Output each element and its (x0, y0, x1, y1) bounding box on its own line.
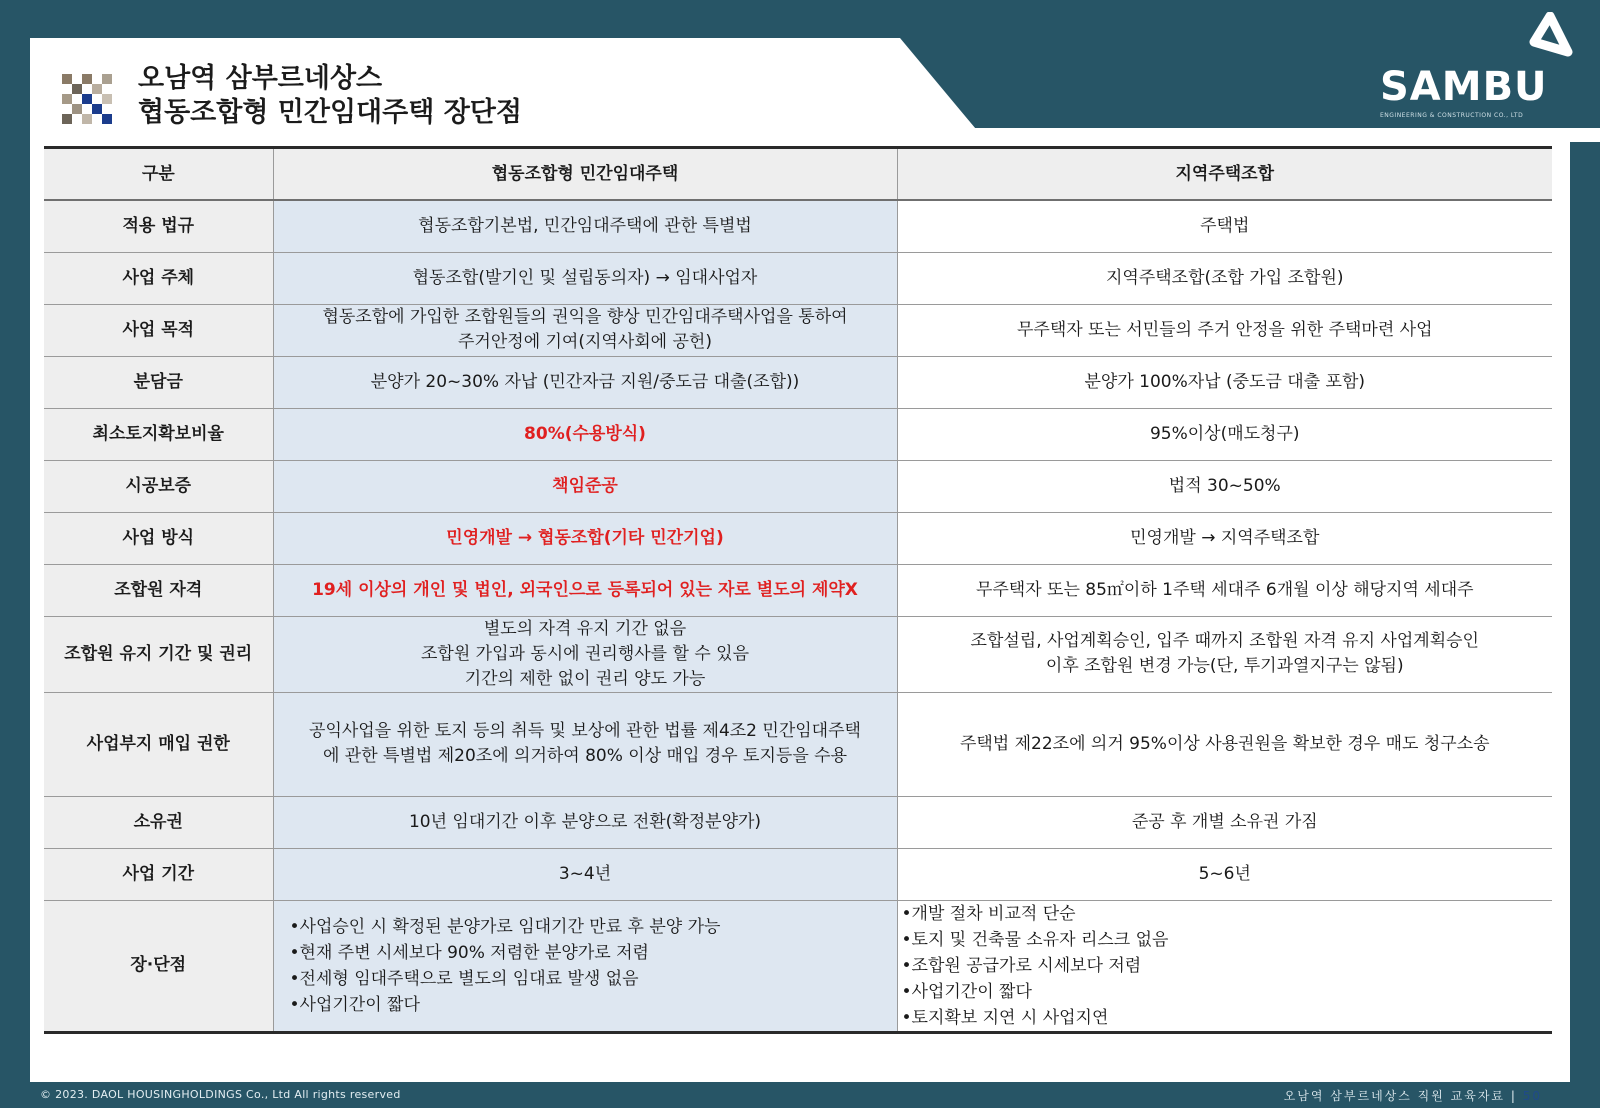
page-title (138, 62, 522, 130)
cell-line: 법적 30~50% (1168, 475, 1281, 496)
cell-regional (897, 356, 1552, 408)
cell-line: 5~6년 (1198, 863, 1251, 884)
cell-coop (273, 512, 897, 564)
cell-line: 준공 후 개별 소유권 가짐 (1131, 811, 1318, 832)
table-header-row (44, 148, 1552, 201)
cell-line: 지역주택조합(조합 가입 조합원) (1105, 267, 1344, 288)
cell-line: 주택법 제22조에 의거 95%이상 사용권원을 확보한 경우 매도 청구소송 (959, 733, 1490, 754)
checker-logo-icon (62, 74, 116, 126)
cell-line: 협동조합(발기인 및 설립동의자) → 임대사업자 (412, 267, 758, 288)
table-row (44, 616, 1552, 692)
page-number: 50 (1522, 1089, 1542, 1103)
row-label: 최소토지확보비율 (44, 408, 273, 460)
cell-line: 기간의 제한 없이 권리 양도 가능 (464, 668, 706, 689)
bullet-line: •토지확보 지연 시 사업지연 (901, 1007, 1109, 1028)
cell-regional (897, 692, 1552, 796)
comparison-table (44, 146, 1552, 1034)
cell-coop (273, 796, 897, 848)
cell-regional (897, 512, 1552, 564)
table-row (44, 252, 1552, 304)
cell-line: 분양가 100%자납 (중도금 대출 포함) (1084, 371, 1366, 392)
cell-line: 무주택자 또는 85㎡이하 1주택 세대주 6개월 이상 해당지역 세대주 (975, 579, 1474, 600)
cell-coop (273, 408, 897, 460)
table-row (44, 900, 1552, 1032)
cell-regional (897, 460, 1552, 512)
row-label: 조합원 유지 기간 및 권리 (44, 616, 273, 692)
cell-line: 80%(수용방식) (524, 423, 646, 444)
row-label: 장·단점 (44, 900, 273, 1032)
cell-line: 3~4년 (558, 863, 612, 884)
cell-line: 책임준공 (552, 475, 618, 496)
cell-line: 이후 조합원 변경 가능(단, 투기과열지구는 않됨) (1045, 656, 1404, 676)
cell-regional (897, 796, 1552, 848)
cell-coop (273, 200, 897, 252)
table-row (44, 692, 1552, 796)
brand-logo (1378, 12, 1578, 122)
title-line-1: 오남역 삼부르네상스 (138, 63, 383, 94)
cell-regional (897, 408, 1552, 460)
cell-line: 에 관한 특별법 제20조에 의거하여 80% 이상 매입 경우 토지등을 수용 (322, 746, 847, 766)
cell-regional (897, 252, 1552, 304)
cell-coop (273, 252, 897, 304)
bullet-line: •전세형 임대주택으로 별도의 임대료 발생 없음 (289, 968, 639, 989)
bullet-line: •토지 및 건축물 소유자 리스크 없음 (901, 929, 1169, 950)
cell-line: 민영개발 → 협동조합(기타 민간기업) (446, 527, 724, 548)
title-line-2: 협동조합형 민간임대주택 장단점 (138, 97, 522, 128)
cell-coop (273, 848, 897, 900)
row-label: 사업 목적 (44, 304, 273, 356)
table-row (44, 304, 1552, 356)
cell-line: 협동조합기본법, 민간임대주택에 관한 특별법 (418, 215, 752, 236)
cell-regional (897, 304, 1552, 356)
brand-name: SAMBU (1380, 64, 1548, 110)
table-row (44, 356, 1552, 408)
cell-line: 분양가 20~30% 자납 (민간자금 지원/중도금 대출(조합)) (370, 371, 800, 392)
brand-subtitle: ENGINEERING & CONSTRUCTION CO., LTD (1380, 112, 1524, 119)
cell-line: 19세 이상의 개인 및 법인, 외국인으로 등록되어 있는 자로 별도의 제약X (312, 579, 858, 600)
row-label: 적용 법규 (44, 200, 273, 252)
table-row (44, 796, 1552, 848)
footer-doc-label (1284, 1087, 1542, 1104)
cell-coop (273, 692, 897, 796)
cell-coop (273, 616, 897, 692)
cell-coop (273, 900, 897, 1032)
bullet-line: •사업승인 시 확정된 분양가로 임대기간 만료 후 분양 가능 (289, 916, 721, 937)
cell-regional (897, 848, 1552, 900)
row-label: 사업 주체 (44, 252, 273, 304)
cell-regional (897, 616, 1552, 692)
row-label: 사업 기간 (44, 848, 273, 900)
table-row (44, 460, 1552, 512)
header-regional: 지역주택조합 (897, 148, 1552, 201)
cell-line: 민영개발 → 지역주택조합 (1130, 527, 1320, 548)
bullet-line: •사업기간이 짧다 (289, 994, 420, 1015)
table-row (44, 564, 1552, 616)
cell-line: 별도의 자격 유지 기간 없음 (483, 618, 687, 639)
header-coop: 협동조합형 민간임대주택 (273, 148, 897, 201)
copyright-text: © 2023. DAOL HOUSINGHOLDINGS Co., Ltd All rights reserved (40, 1088, 401, 1101)
bullet-line: •개발 절차 비교적 단순 (901, 903, 1076, 924)
cell-line: 주택법 (1200, 215, 1250, 236)
table-row (44, 512, 1552, 564)
cell-coop (273, 460, 897, 512)
cell-line: 공익사업을 위한 토지 등의 취득 및 보상에 관한 법률 제4조2 민간임대주택 (309, 721, 861, 741)
table-row (44, 408, 1552, 460)
doc-label: 오남역 삼부르네상스 직원 교육자료 | (1283, 1089, 1517, 1103)
cell-line: 무주택자 또는 서민들의 주거 안정을 위한 주택마련 사업 (1016, 319, 1433, 340)
cell-line: 95%이상(매도청구) (1149, 423, 1300, 444)
cell-coop (273, 564, 897, 616)
row-label: 분담금 (44, 356, 273, 408)
table-body (44, 200, 1552, 1032)
bullet-line: •현재 주변 시세보다 90% 저렴한 분양가로 저렴 (289, 942, 649, 963)
cell-line: 협동조합에 가입한 조합원들의 권익을 향상 민간임대주택사업을 통하여 (322, 307, 848, 327)
cell-coop (273, 356, 897, 408)
header-category: 구분 (44, 148, 273, 201)
row-label: 사업 방식 (44, 512, 273, 564)
cell-line: 주거안정에 기여(지역사회에 공헌) (458, 332, 712, 352)
bullet-line: •사업기간이 짧다 (901, 981, 1032, 1002)
cell-line: 조합원 가입과 동시에 권리행사를 할 수 있음 (420, 643, 750, 664)
table-row (44, 848, 1552, 900)
cell-line: 조합설립, 사업계획승인, 입주 때까지 조합원 자격 유지 사업계획승인 (970, 631, 1479, 651)
table-row (44, 200, 1552, 252)
cell-regional (897, 200, 1552, 252)
row-label: 사업부지 매입 권한 (44, 692, 273, 796)
bullet-line: •조합원 공급가로 시세보다 저렴 (901, 955, 1142, 976)
row-label: 시공보증 (44, 460, 273, 512)
row-label: 조합원 자격 (44, 564, 273, 616)
cell-regional (897, 564, 1552, 616)
cell-line: 10년 임대기간 이후 분양으로 전환(확정분양가) (408, 811, 762, 832)
sambu-triangle-icon (1526, 12, 1576, 60)
cell-regional (897, 900, 1552, 1032)
cell-coop (273, 304, 897, 356)
row-label: 소유권 (44, 796, 273, 848)
